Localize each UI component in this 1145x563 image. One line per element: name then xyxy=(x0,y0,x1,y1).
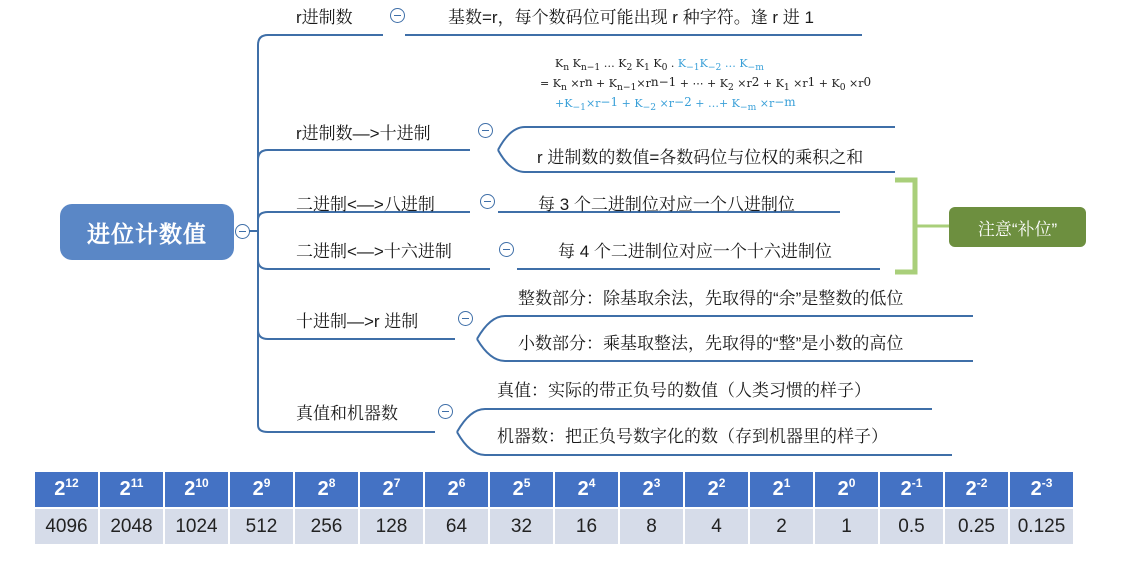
power-exponent-cell xyxy=(749,471,814,508)
power-exponent-cell xyxy=(684,471,749,508)
power-exponent: 5 xyxy=(523,476,531,490)
power-base: 2 xyxy=(447,478,459,500)
branch-bin-oct-detail: 每 3 个二进制位对应一个八进制位 xyxy=(538,195,795,214)
root-node[interactable] xyxy=(60,204,234,260)
power-value-cell: 128 xyxy=(359,508,424,545)
power-exponent: -3 xyxy=(1041,476,1053,490)
branch-decimal-to-r-fraction: 小数部分：乘基取整法，先取得的“整”是小数的高位 xyxy=(518,334,904,353)
branch-true-machine-collapse-icon[interactable] xyxy=(438,404,453,419)
power-of-two-table xyxy=(33,470,1075,546)
power-value-row xyxy=(34,508,1074,545)
power-base: 2 xyxy=(772,478,784,500)
power-value-cell: 4096 xyxy=(34,508,99,545)
power-value-cell: 1024 xyxy=(164,508,229,545)
power-base: 2 xyxy=(512,478,524,500)
power-base: 2 xyxy=(965,478,977,500)
power-exponent: -2 xyxy=(976,476,988,490)
branch-r-base-label: r进制数 xyxy=(296,8,353,27)
branch-r-to-decimal-label: r进制数—>十进制 xyxy=(296,124,431,143)
power-exponent: 1 xyxy=(783,476,791,490)
branch-bin-oct-collapse-icon[interactable] xyxy=(480,194,495,209)
power-value-cell: 256 xyxy=(294,508,359,545)
power-exponent-cell xyxy=(99,471,164,508)
power-base: 2 xyxy=(837,478,849,500)
power-exponent: 7 xyxy=(393,476,401,490)
power-value-cell: 512 xyxy=(229,508,294,545)
power-exponent-cell xyxy=(944,471,1009,508)
power-value-cell: 2 xyxy=(749,508,814,545)
power-value-cell: 4 xyxy=(684,508,749,545)
power-exponent: 10 xyxy=(195,476,209,490)
root-collapse-icon[interactable] xyxy=(235,224,250,239)
power-exponent-cell xyxy=(489,471,554,508)
power-exponent: 3 xyxy=(653,476,661,490)
power-exponent: 12 xyxy=(65,476,79,490)
power-exponent: 8 xyxy=(328,476,336,490)
power-exponent-row xyxy=(34,471,1074,508)
power-value-cell: 2048 xyxy=(99,508,164,545)
branch-true-machine-label: 真值和机器数 xyxy=(296,404,398,423)
power-exponent-cell xyxy=(814,471,879,508)
power-value-cell: 0.25 xyxy=(944,508,1009,545)
power-exponent: 0 xyxy=(848,476,856,490)
power-exponent-cell xyxy=(619,471,684,508)
power-base: 2 xyxy=(1030,478,1042,500)
branch-machine-number-detail: 机器数：把正负号数字化的数（存到机器里的样子） xyxy=(497,427,888,446)
formula-line1: $K_n$ $K_{n-1}$ … $K_2$ $K_1$ $K_0$ . $K_{-1}K_{-2}$ … $K_{-m}$ xyxy=(555,57,764,74)
power-base: 2 xyxy=(642,478,654,500)
power-value-cell: 1 xyxy=(814,508,879,545)
branch-decimal-to-r-label: 十进制—>r 进制 xyxy=(296,312,419,331)
power-exponent: -1 xyxy=(911,476,923,490)
power-base: 2 xyxy=(252,478,264,500)
power-value-cell: 32 xyxy=(489,508,554,545)
branch-r-to-decimal-collapse-icon[interactable] xyxy=(478,123,493,138)
power-base: 2 xyxy=(184,478,196,500)
branch-decimal-to-r-collapse-icon[interactable] xyxy=(458,311,473,326)
power-exponent: 9 xyxy=(263,476,271,490)
power-base: 2 xyxy=(119,478,131,500)
power-exponent-cell xyxy=(879,471,944,508)
power-exponent-cell xyxy=(554,471,619,508)
power-value-cell: 16 xyxy=(554,508,619,545)
formula-line2: = $K_n \times r^n + K_{n-1}\times r^{n-1}$ + ⋯ + $K_2 \times r^2 + K_1 \times r^1 + K_0 \times r^0$ xyxy=(540,75,872,94)
branch-bin-hex-label: 二进制<—>十六进制 xyxy=(296,242,452,261)
power-base: 2 xyxy=(54,478,66,500)
branch-bin-hex-collapse-icon[interactable] xyxy=(499,242,514,257)
power-exponent: 4 xyxy=(588,476,596,490)
power-exponent-cell xyxy=(424,471,489,508)
branch-bin-oct-label: 二进制<—>八进制 xyxy=(296,195,435,214)
note-padding xyxy=(949,207,1086,247)
power-exponent-cell xyxy=(164,471,229,508)
power-base: 2 xyxy=(707,478,719,500)
power-base: 2 xyxy=(382,478,394,500)
power-base: 2 xyxy=(900,478,912,500)
power-exponent: 6 xyxy=(458,476,466,490)
formula-line3: $+K_{-1}\times r^{-1} + K_{-2} \times r^{-2}$ + …+ $K_{-m} \times r^{-m}$ xyxy=(555,95,796,114)
note-label: 注意“补位” xyxy=(977,219,1058,239)
power-value-cell: 0.125 xyxy=(1009,508,1074,545)
power-base: 2 xyxy=(317,478,329,500)
branch-r-base-collapse-icon[interactable] xyxy=(390,8,405,23)
power-value-cell: 8 xyxy=(619,508,684,545)
branch-decimal-to-r-integer: 整数部分：除基取余法，先取得的“余”是整数的低位 xyxy=(518,289,904,308)
power-exponent-cell xyxy=(359,471,424,508)
power-exponent-cell xyxy=(34,471,99,508)
power-exponent-cell xyxy=(1009,471,1074,508)
branch-true-value-detail: 真值：实际的带正负号的数值（人类习惯的样子） xyxy=(497,381,871,400)
power-value-cell: 64 xyxy=(424,508,489,545)
branch-r-to-decimal-detail: r 进制数的数值=各数码位与位权的乘积之和 xyxy=(537,148,864,167)
power-exponent: 2 xyxy=(718,476,726,490)
power-value-cell: 0.5 xyxy=(879,508,944,545)
branch-r-base-detail: 基数=r，每个数码位可能出现 r 种字符。逢 r 进 1 xyxy=(448,8,814,27)
root-label: 进位计数值 xyxy=(87,220,207,247)
power-exponent-cell xyxy=(229,471,294,508)
power-exponent-cell xyxy=(294,471,359,508)
power-exponent: 11 xyxy=(130,476,144,490)
power-base: 2 xyxy=(577,478,589,500)
branch-bin-hex-detail: 每 4 个二进制位对应一个十六进制位 xyxy=(558,242,832,261)
